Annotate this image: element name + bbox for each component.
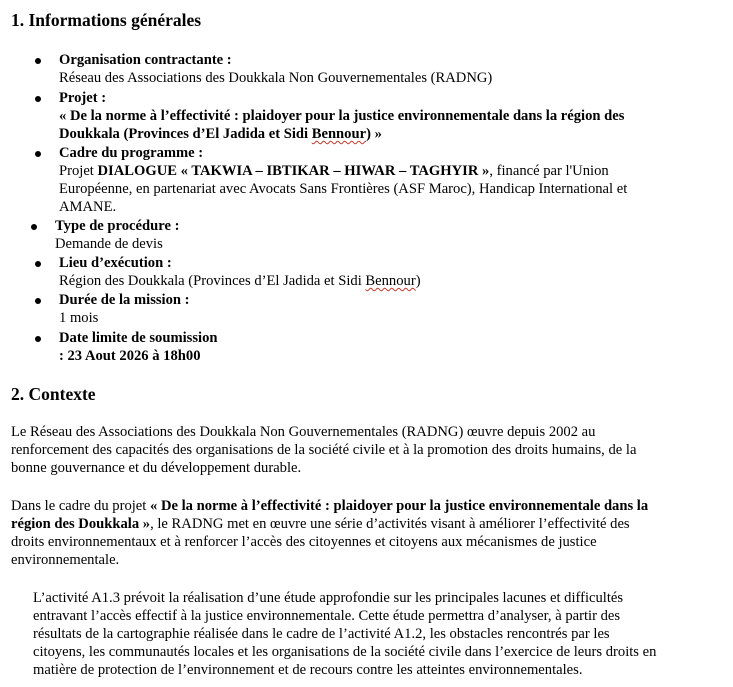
item-label: Projet :	[59, 90, 107, 106]
paragraph-line: Le Réseau des Associations des Doukkala Non Gouvernementales (RADNG) œuvre depuis 2002 au	[11, 424, 596, 440]
bullet-icon	[35, 151, 41, 157]
paragraph-line: entravant l’accès effectif à la justice environnementale. Cette étude permettra d’analyser, à partir des	[33, 608, 621, 624]
bullet-icon	[35, 336, 41, 342]
bullet-icon	[35, 58, 41, 64]
spellcheck-word: Bennour	[365, 273, 416, 289]
spellcheck-word: Bennour	[311, 126, 367, 142]
bullet-icon	[31, 224, 37, 230]
item-value: Région des Doukkala (Provinces d’El Jadida et Sidi Bennour)	[59, 273, 421, 289]
item-value: : 23 Aout 2026 à 18h00	[59, 348, 201, 364]
item-label: Cadre du programme :	[59, 145, 204, 161]
paragraph-line: matière de protection de l’environnement et de recours contre les atteintes environnementales.	[33, 662, 583, 678]
item-value-line1: Projet DIALOGUE « TAKWIA – IBTIKAR – HIWAR – TAGHYIR », financé par l'Union	[59, 163, 609, 179]
section-2-heading: 2. Contexte	[11, 384, 96, 404]
context-paragraph-3	[33, 589, 723, 679]
context-paragraph-1	[11, 423, 723, 477]
paragraph-line: résultats de la cartographie réalisée dans le cadre de l’activité A1.2, les obstacles rencontrés par les	[33, 626, 610, 642]
paragraph-line: bonne gouvernance et du développement durable.	[11, 460, 302, 476]
paragraph-line: citoyens, les communautés locales et les organisations de la société civile dans l’exercice de leurs droits en	[33, 644, 657, 660]
item-value: 1 mois	[59, 310, 99, 326]
bullet-icon	[35, 298, 41, 304]
item-value-line1: « De la norme à l’effectivité : plaidoyer pour la justice environnementale dans la région des	[59, 108, 625, 124]
paragraph-line: renforcement des capacités des organisations de la société civile et à la promotion des droits humains, de la	[11, 442, 637, 458]
paragraph-line: Dans le cadre du projet « De la norme à l’effectivité : plaidoyer pour la justice environnementale dans la	[11, 498, 649, 514]
item-label: Date limite de soumission	[59, 330, 218, 346]
paragraph-line: droits environnementaux et à renforcer l’accès des citoyennes et citoyens aux mécanismes de justice	[11, 534, 597, 550]
item-value-line3: AMANE.	[59, 199, 117, 215]
item-label: Type de procédure :	[55, 218, 180, 234]
item-label: Lieu d’exécution :	[59, 255, 172, 271]
item-value: Réseau des Associations des Doukkala Non Gouvernementales (RADNG)	[59, 70, 493, 86]
item-label: Organisation contractante :	[59, 52, 232, 68]
item-value-line2: Européenne, en partenariat avec Avocats Sans Frontières (ASF Maroc), Handicap International et	[59, 181, 628, 197]
section-1-heading: 1. Informations générales	[11, 10, 202, 30]
paragraph-line: L’activité A1.3 prévoit la réalisation d’une étude approfondie sur les principales lacunes et difficultés	[33, 590, 624, 606]
bullet-icon	[35, 96, 41, 102]
paragraph-line: région des Doukkala », le RADNG met en œuvre une série d’activités visant à améliorer l’effectivité des	[11, 516, 630, 532]
item-value: Demande de devis	[55, 236, 163, 252]
paragraph-line: environnementale.	[11, 552, 120, 568]
item-value-line2: Doukkala (Provinces d’El Jadida et Sidi Bennour) »	[59, 126, 382, 142]
context-paragraph-2	[11, 497, 723, 569]
item-label: Durée de la mission :	[59, 292, 190, 308]
bullet-icon	[35, 261, 41, 267]
